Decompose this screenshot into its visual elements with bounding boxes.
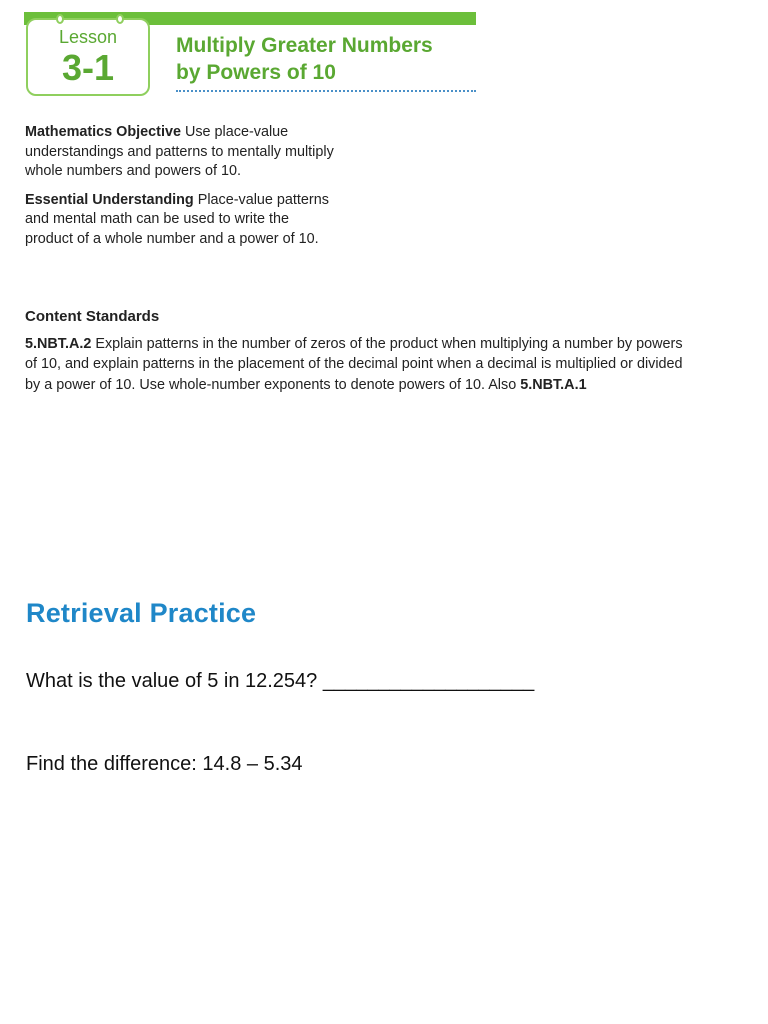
math-objective-label: Mathematics Objective (25, 124, 181, 140)
question-difference: Find the difference: 14.8 – 5.34 (26, 753, 303, 775)
content-standards-section (25, 307, 685, 395)
binder-ring-icon (116, 14, 124, 24)
content-standards-heading: Content Standards (25, 308, 160, 325)
lesson-title-line2: by Powers of 10 (176, 61, 336, 84)
standard-description: Explain patterns in the number of zeros of the product when multiplying a number by powers of 10, and explain patterns in the placement of the decimal point when a decimal is multiplied or divided by a power of 10. Use whole-number exponents to denote powers of 10. (25, 335, 683, 393)
lesson-label: Lesson (58, 27, 118, 47)
content-standards-text (25, 334, 685, 396)
essential-understanding-label: Essential Understanding (25, 191, 194, 208)
retrieval-practice-heading: Retrieval Practice (26, 598, 257, 628)
lesson-badge (26, 18, 150, 96)
lesson-number: 3-1 (61, 47, 115, 88)
also-standard-code: 5.NBT.A.1 (520, 376, 587, 393)
essential-understanding-text: Place-value patterns and mental math can be used to write the product of a whole number and a power of 10. (25, 191, 329, 247)
also-label: Also (488, 376, 517, 393)
essential-understanding (25, 191, 335, 250)
objectives-section (25, 123, 335, 258)
title-dotted-rule (176, 90, 476, 92)
math-objective-text: Use place-value understandings and patterns to mentally multiply whole numbers and powers of 10. (25, 124, 334, 179)
binder-ring-icon (56, 14, 64, 24)
math-objective (25, 123, 335, 182)
question-place-value: What is the value of 5 in 12.254? ___________________ (26, 670, 535, 692)
lesson-title (176, 32, 476, 86)
lesson-header (24, 12, 476, 102)
lesson-title-line1: Multiply Greater Numbers (176, 34, 433, 57)
standard-code: 5.NBT.A.2 (25, 335, 92, 352)
